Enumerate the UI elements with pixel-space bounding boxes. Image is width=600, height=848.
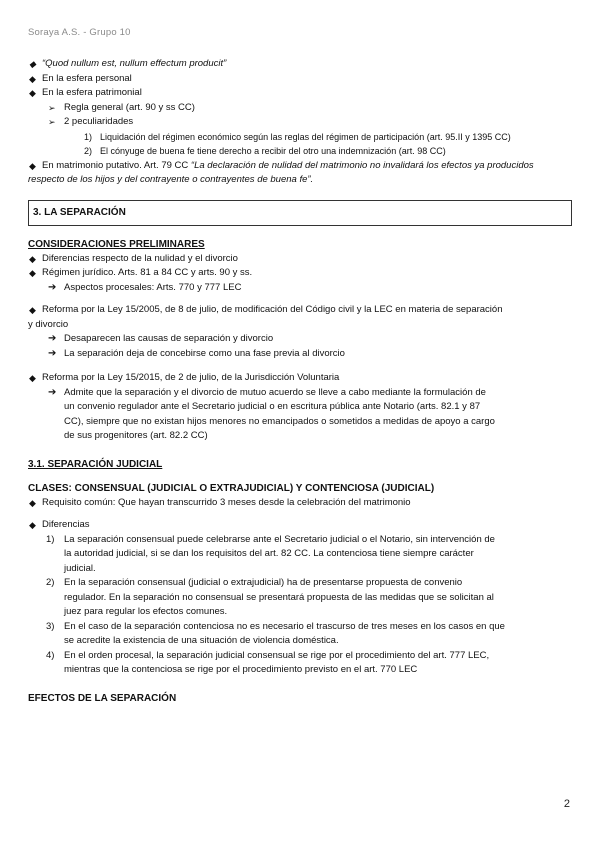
diamond-bullet-icon: ◆ [29,520,36,530]
arrow-right-icon: ➔ [48,386,57,398]
requisito-text: Requisito común: Que hayan transcurrido 3 meses desde la celebración del matrimonio [42,496,411,508]
regla-text: Regla general (art. 90 y ss CC) [64,101,195,113]
bullet-putativo [28,159,572,174]
efectos-heading: EFECTOS DE LA SEPARACIÓN [28,692,177,704]
diamond-bullet-icon: ◆ [29,497,36,508]
bullet-quote [28,57,572,72]
diferencia-3 [28,620,572,635]
admite-line2: un convenio regulador ante el Secretario judicial o en escritura pública ante Notario (arts. 82.1 y 87 [64,401,481,412]
desaparecen-text: Desaparecen las causas de separación y divorcio [64,333,274,344]
bullet-diferencias-2 [28,518,572,533]
personal-text: En la esfera personal [42,72,132,84]
bullet-reforma-2015 [28,371,572,386]
bullet-personal [28,72,572,87]
list-number: 3) [46,620,55,632]
diamond-bullet-icon: ◆ [29,59,36,69]
patrimonial-text: En la esfera patrimonial [42,87,142,98]
subbullet-regla [28,101,572,116]
admite-line4: de sus progenitores (art. 82.2 CC) [64,430,208,441]
peculiaridad-2-text: El cónyuge de buena fe tiene derecho a recibir del otro una indemnización (art. 98 CC) [100,146,446,156]
list-number: 4) [46,649,55,661]
diferencia-4-line2: mientras que la contenciosa se rige por el procedimiento previsto en el art. 770 LEC [64,664,418,675]
bullet-patrimonial [28,86,572,101]
clases-heading: CLASES: CONSENSUAL (JUDICIAL O EXTRAJUDICIAL) Y CONTENCIOSA (JUDICIAL) [28,482,435,494]
arrowhead-bullet-icon: ➢ [48,102,56,113]
reforma-2015-text: Reforma por la Ley 15/2015, de 2 de julio, de la Jurisdicción Voluntaria [42,372,340,383]
diferencia-2-line1: En la separación consensual (judicial o extrajudicial) ha de presentarse propuesta de convenio [64,577,463,588]
arrow-right-icon: ➔ [48,333,57,344]
bullet-reforma-2005 [28,303,572,318]
peculiaridad-1 [28,130,572,145]
reforma-2005-line2: y divorcio [28,318,69,330]
page-content [28,57,572,706]
diamond-bullet-icon: ◆ [29,373,36,383]
deja-text: La separación deja de concebirse como una fase previa al divorcio [64,347,345,359]
procesales-text: Aspectos procesales: Arts. 770 y 777 LEC [64,281,242,293]
regimen-text: Régimen jurídico. Arts. 81 a 84 CC y arts. 90 y ss. [42,267,253,278]
diferencia-4-line1: En el orden procesal, la separación judicial consensual se rige por el procedimiento del art. 777 LEC, [64,649,490,661]
arrow-deja [28,347,572,362]
peculiaridades-text: 2 peculiaridades [64,116,134,127]
peculiaridad-1-text: Liquidación del régimen económico según las reglas del régimen de participación (art. 95.II y 1395 CC) [100,131,511,142]
prelim-heading: CONSIDERACIONES PRELIMINARES [28,238,205,250]
bullet-requisito [28,496,572,511]
admite-line3: CC), siempre que no existan hijos menores no emancipados o sometidos a medidas de apoyo a cargo [64,415,495,427]
diferencia-1 [28,533,572,548]
diferencia-3-line2: se acredite la existencia de una situación de violencia doméstica. [64,635,339,646]
putativo-lead: En matrimonio putativo. Art. 79 CC [42,159,191,171]
diferencia-1-line3: judicial. [64,562,96,574]
section-title-box: 3. LA SEPARACIÓN [28,200,572,226]
bullet-regimen [28,266,572,281]
diferencias-2-text: Diferencias [42,519,90,530]
arrow-right-icon: ➔ [48,281,57,293]
arrow-admite [28,386,572,401]
quote-text: “Quod nullum est, nullum effectum producit” [42,58,227,69]
diferencias-text: Diferencias respecto de la nulidad y el divorcio [42,252,238,264]
page-header: Soraya A.S. - Grupo 10 [28,27,131,38]
diferencia-1-line2: la autoridad judicial, si se dan los requisitos del art. 82 CC. La contenciosa tiene siempre carácter [64,548,474,559]
subbullet-peculiaridades [28,115,572,130]
diamond-bullet-icon: ◆ [29,268,36,278]
arrow-right-icon: ➔ [48,347,57,359]
admite-line1: Admite que la separación y el divorcio de mutuo acuerdo se lleve a cabo mediante la formulación de [64,386,486,398]
diamond-bullet-icon: ◆ [29,73,36,84]
arrow-desaparecen [28,332,572,347]
list-number: 2) [46,577,55,588]
reforma-2005-line1: Reforma por la Ley 15/2005, de 8 de julio, de modificación del Código civil y la LEC en materia de separación [42,304,503,315]
list-number: 1) [46,533,55,545]
putativo-quote-line2: respecto de los hijos y del contrayente o contrayentes de buena fe”. [28,174,314,185]
arrow-procesales [28,281,572,296]
putativo-quote-line1: “La declaración de nulidad del matrimonio no invalidará los efectos ya producidos [190,159,534,171]
diamond-bullet-icon: ◆ [29,88,36,98]
arrowhead-bullet-icon: ➢ [48,117,56,127]
peculiaridad-2 [28,144,572,159]
bullet-diferencias [28,252,572,267]
list-number: 1) [84,131,93,142]
list-number: 2) [84,146,93,156]
page-number: 2 [563,798,570,810]
diferencia-2 [28,576,572,591]
diferencia-1-line1: La separación consensual puede celebrarse ante el Secretario judicial o el Notario, sin intervención de [64,533,495,545]
diferencia-2-line3: juez para regular los efectos comunes. [64,606,228,617]
diferencia-3-line1: En el caso de la separación contenciosa no es necesario el trascurso de tres meses en los casos en que [64,620,505,632]
diamond-bullet-icon: ◆ [29,160,36,171]
diamond-bullet-icon: ◆ [29,305,36,315]
subsection-heading: 3.1. SEPARACIÓN JUDICIAL [28,458,163,470]
diamond-bullet-icon: ◆ [29,253,36,264]
diferencia-4 [28,649,572,664]
diferencia-2-line2: regulador. En la separación no consensual se presentará propuesta de las medidas que se solicitan al [64,591,494,603]
